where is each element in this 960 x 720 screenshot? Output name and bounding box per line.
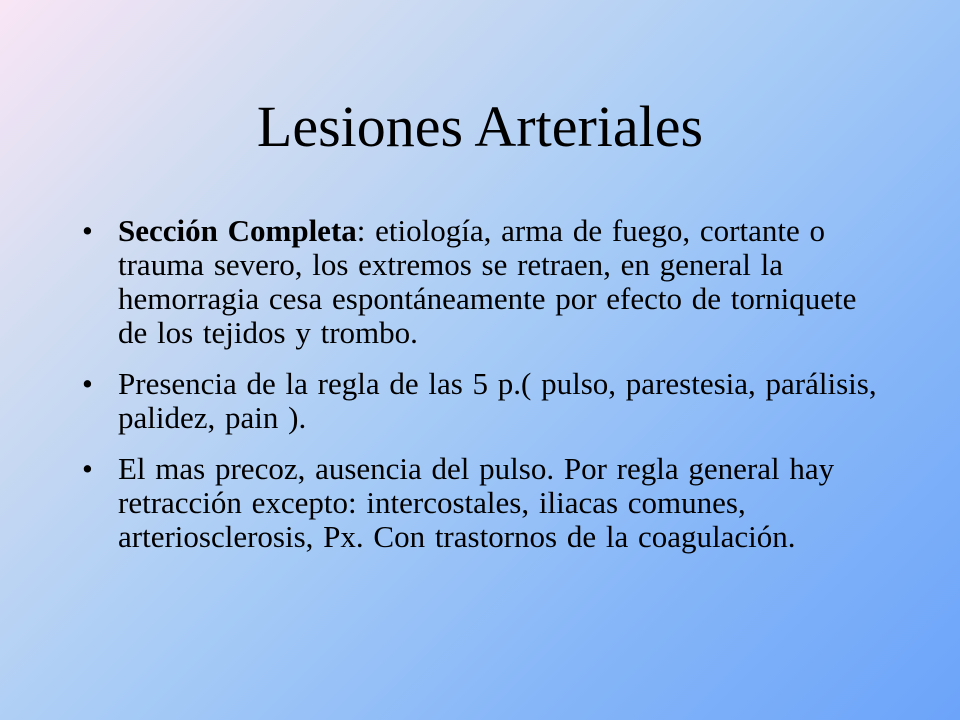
bullet-text: Presencia de la regla de las 5 p.( pulso, parestesia, parálisis, palidez, pain ). xyxy=(118,366,877,435)
bullet-dot-icon: • xyxy=(82,366,93,401)
bullet-dot-icon: • xyxy=(82,451,93,486)
slide-title: Lesiones Arteriales xyxy=(256,94,704,159)
bullet-bold-term: Sección Completa xyxy=(118,213,357,248)
bullet-list xyxy=(80,214,880,571)
bullet-item-seccion-completa xyxy=(80,214,880,350)
bullet-item-pulso xyxy=(80,452,880,554)
bullet-item-regla-5p xyxy=(80,367,880,435)
bullet-text: El mas precoz, ausencia del pulso. Por regla general hay retracción excepto: intercostales, iliacas comunes, arteriosclerosis, Px. Con trastornos de la coagulación. xyxy=(118,451,835,554)
bullet-dot-icon: • xyxy=(82,213,93,248)
bullet-text: : etiología, arma de fuego, cortante o trauma severo, los extremos se retraen, en general la hemorragia cesa espontáneamente por efecto de torniquete de los tejidos y trombo. xyxy=(118,213,857,350)
